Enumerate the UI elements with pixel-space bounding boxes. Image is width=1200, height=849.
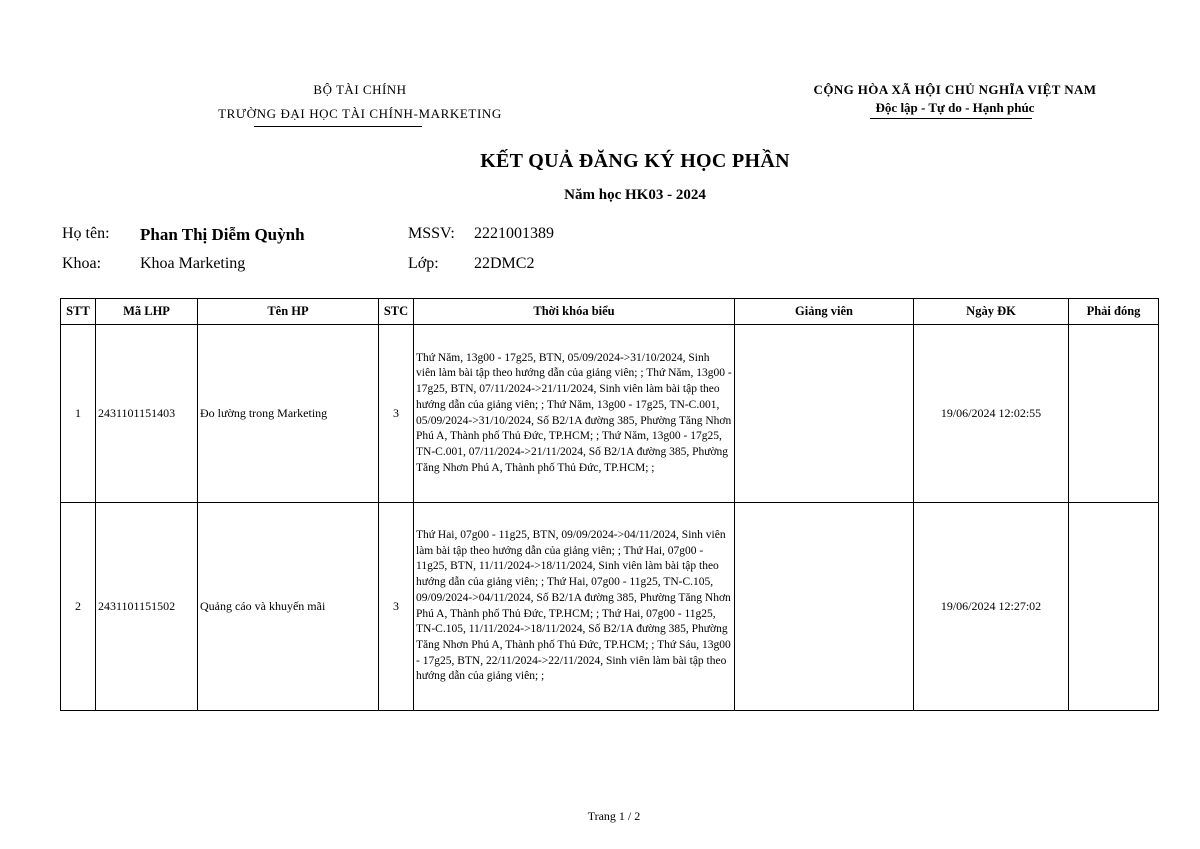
col-header-schedule: Thời khóa biểu: [414, 299, 735, 325]
row-course-code: 2431101151502: [96, 503, 198, 711]
school-name: TRƯỜNG ĐẠI HỌC TÀI CHÍNH-MARKETING: [218, 106, 502, 121]
row-lecturer: [735, 325, 914, 503]
ministry-name: BỘ TÀI CHÍNH: [313, 82, 407, 97]
class-name: 22DMC2: [474, 255, 535, 272]
row-stt: 2: [61, 503, 96, 711]
row-amount-due: [1069, 503, 1159, 711]
document-subtitle: Năm học HK03 - 2024: [564, 187, 706, 203]
row-register-date: 19/06/2024 12:27:02: [914, 503, 1069, 711]
row-credits: 3: [379, 503, 414, 711]
table-row: [61, 325, 1159, 503]
student-id: 2221001389: [474, 225, 554, 242]
col-header-code: Mã LHP: [96, 299, 198, 325]
class-label: Lớp:: [408, 255, 439, 272]
row-amount-due: [1069, 325, 1159, 503]
row-stt: 1: [61, 325, 96, 503]
col-header-lecturer: Giảng viên: [735, 299, 914, 325]
row-register-date: 19/06/2024 12:02:55: [914, 325, 1069, 503]
national-header: [790, 82, 1120, 116]
student-name: Phan Thị Diễm Quỳnh: [140, 225, 305, 244]
faculty-name: Khoa Marketing: [140, 255, 246, 272]
issuer-header: [150, 82, 570, 122]
student-name-label: Họ tên:: [62, 225, 110, 242]
col-header-date: Ngày ĐK: [914, 299, 1069, 325]
school-underline: [254, 126, 422, 127]
row-schedule: Thứ Năm, 13g00 - 17g25, BTN, 05/09/2024->31/10/2024, Sinh viên làm bài tập theo hướng dẫn của giảng viên; ; Thứ Năm, 13g00 - 17g25, BTN, 07/11/2024->21/11/2024, Sinh viên làm bài tập theo hướng dẫn của giảng viên; ; Thứ Năm, 13g00 - 17g25, TN-C.001, 05/09/2024->31/10/2024, Số B2/1A đường 385, Phường Tăng Nhơn Phú A, Thành phố Thủ Đức, TP.HCM; ; Thứ Năm, 13g00 - 17g25, TN-C.001, 07/11/2024->21/11/2024, Số B2/1A đường 385, Phường Tăng Nhơn Phú A, Thành phố Thủ Đức, TP.HCM; ;: [414, 325, 735, 503]
faculty-label: Khoa:: [62, 255, 102, 272]
col-header-due: Phải đóng: [1069, 299, 1159, 325]
table-header-row: [61, 299, 1159, 325]
registration-table: [60, 298, 1159, 711]
col-header-credits: STC: [379, 299, 414, 325]
page-number: Trang 1 / 2: [587, 809, 641, 823]
student-id-label: MSSV:: [408, 225, 455, 242]
row-credits: 3: [379, 325, 414, 503]
row-course-name: Quảng cáo và khuyến mãi: [198, 503, 379, 711]
document-title: KẾT QUẢ ĐĂNG KÝ HỌC PHẦN: [480, 150, 790, 172]
row-schedule: Thứ Hai, 07g00 - 11g25, BTN, 09/09/2024->04/11/2024, Sinh viên làm bài tập theo hướng dẫn của giảng viên; ; Thứ Hai, 07g00 - 11g25, BTN, 11/11/2024->18/11/2024, Sinh viên làm bài tập theo hướng dẫn của giảng viên; ; Thứ Hai, 07g00 - 11g25, TN-C.105, 09/09/2024->04/11/2024, Số B2/1A đường 385, Phường Tăng Nhơn Phú A, Thành phố Thủ Đức, TP.HCM; ; Thứ Hai, 07g00 - 11g25, TN-C.105, 11/11/2024->18/11/2024, Số B2/1A đường 385, Phường Tăng Nhơn Phú A, Thành phố Thủ Đức, TP.HCM; ; Thứ Sáu, 13g00 - 17g25, BTN, 22/11/2024->22/11/2024, Sinh viên làm bài tập theo hướng dẫn của giảng viên; ;: [414, 503, 735, 711]
col-header-course-name: Tên HP: [198, 299, 379, 325]
national-motto: Độc lập - Tự do - Hạnh phúc: [875, 100, 1035, 115]
row-course-name: Đo lường trong Marketing: [198, 325, 379, 503]
nation-name: CỘNG HÒA XÃ HỘI CHỦ NGHĨA VIỆT NAM: [813, 82, 1097, 97]
row-course-code: 2431101151403: [96, 325, 198, 503]
motto-underline: [870, 118, 1032, 119]
row-lecturer: [735, 503, 914, 711]
table-row: [61, 503, 1159, 711]
col-header-stt: STT: [61, 299, 96, 325]
